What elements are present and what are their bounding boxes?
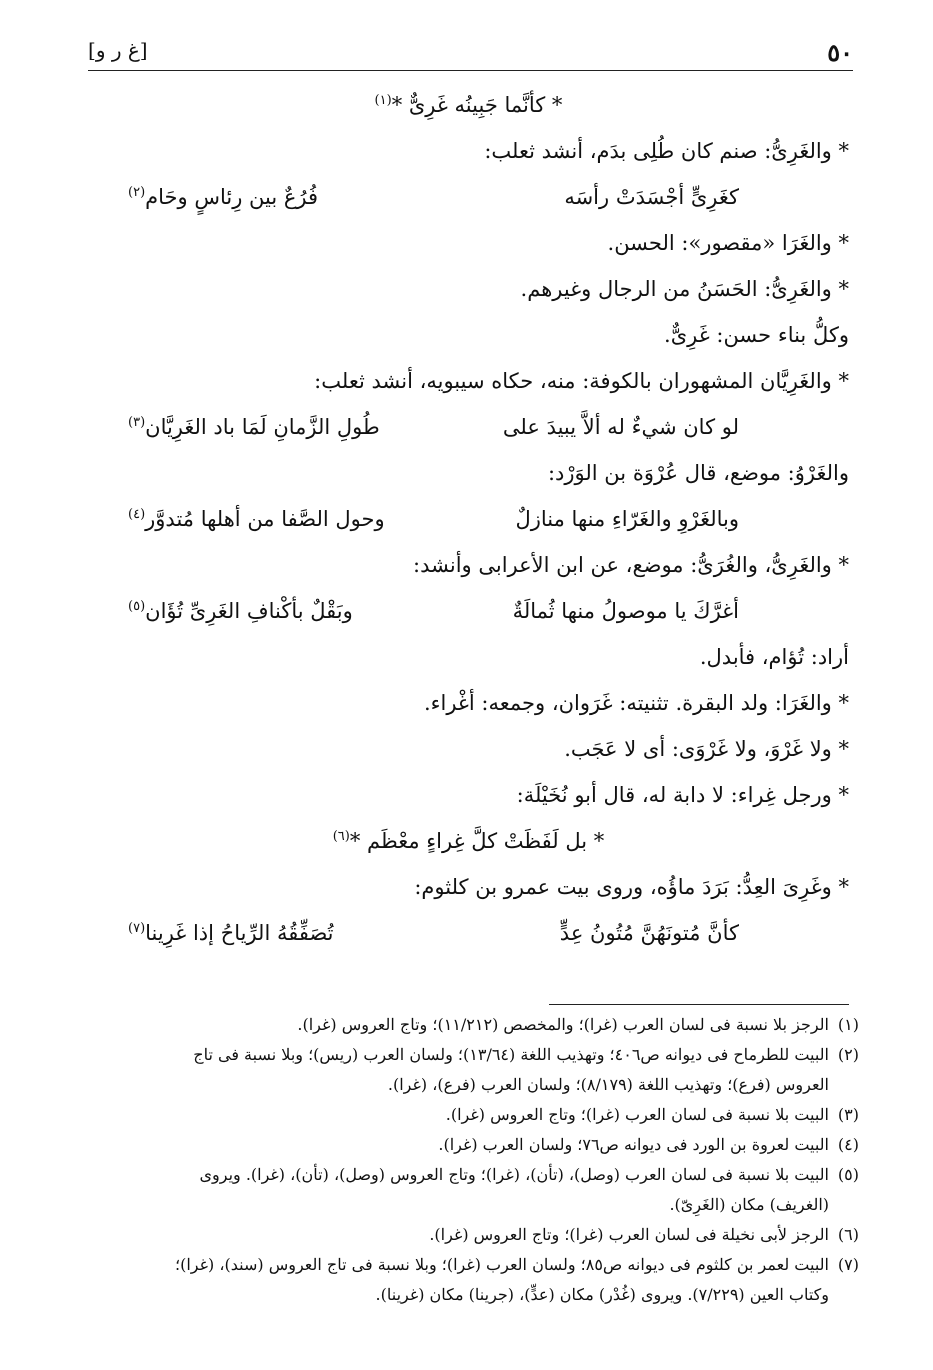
page-header — [88, 30, 853, 71]
footnotes — [84, 1010, 859, 1310]
verse-hemistich-second: فُرُعٌ بين رِئاسٍ وحَام$^{(٢)}$ — [128, 185, 319, 209]
text-line: * والغَرِيَّان المشهوران بالكوفة: منه، حكاه سيبويه، أنشد ثعلب: — [314, 369, 849, 393]
footnote: (١) الرجز بلا نسبة فى لسان العرب (غرا)؛ والمخصص (١١/٢١٢)؛ وتاج العروس (غرا). — [297, 1015, 859, 1034]
footnote-ref: (٥) — [128, 599, 146, 614]
verse-line — [88, 174, 849, 220]
footnote: (٦) الرجز لأبى نخيلة فى لسان العرب (غرا)؛ وتاج العروس (غرا). — [429, 1225, 859, 1244]
verse-hemistich-first: كغَرِىٍّ أجْسَدَتْ رأسَه — [564, 185, 739, 209]
footnote-ref: (١) — [374, 93, 392, 108]
text-line: * والغَرَا: ولد البقرة. تثنيته: غَرَوان، وجمعه: أغْراء. — [423, 691, 849, 715]
verse-hemistich-second: وحول الصَّفا من أهلها مُتدوَّر$^{(٤)}$ — [128, 507, 385, 531]
text-line: * ولا غَرْوَ، ولا غَرْوَى: أى لا عَجَب. — [564, 737, 849, 761]
text-line: * كأنَّما جَبِينُه غَرِىٌّ *$^{(١)}$ — [374, 93, 563, 117]
verse-hemistich-first: أغرَّكَ يا موصولُ منها ثُمالَةٌ — [512, 599, 739, 623]
footnote: (٥) البيت بلا نسبة فى لسان العرب (وصل)، (تأن)، (غرا)؛ وتاج العروس (وصل)، (تأن)، (غرا). ويروى (الغريف) مكان (الغَرِىّ). — [199, 1165, 859, 1214]
main-text — [88, 82, 849, 956]
verse-hemistich-first: لو كان شيءٌ له ألاَّ يبيدَ على — [502, 415, 739, 439]
text-line: * ورجل غِراء: لا دابة له، قال أبو نُخَيْلَة: — [516, 783, 849, 807]
verse-hemistich-second: وبَقْلٌ بأكْنافِ الغَرِىِّ تُؤَان$^{(٥)}$ — [128, 599, 353, 623]
footnote: (٤) البيت لعروة بن الورد فى ديوانه ص٧٦؛ ولسان العرب (غرا). — [438, 1135, 859, 1154]
verse-hemistich-second: تُصَفِّقُهُ الرِّياحُ إذا غَرِينا$^{(٧)}$ — [128, 921, 334, 945]
footnote-divider — [549, 1004, 849, 1005]
text-line: والغَرْوُ: موضع، قال عُرْوَة بن الوَرْد: — [547, 461, 849, 485]
text-line: وكلُّ بناء حسن: غَرِىٌّ. — [664, 323, 849, 347]
text-line: أراد: تُؤام، فأبدل. — [699, 645, 849, 669]
text-line: * والغَرِىُّ: الحَسَنُ من الرجال وغيرهم. — [520, 277, 849, 301]
page-number: ٥٠ — [827, 38, 853, 67]
verse-line — [88, 910, 849, 956]
verse-hemistich-second: طُولِ الزَّمانِ لَمَا باد الغَرِيَّان$^{(٣)}$ — [128, 415, 380, 439]
text-line: * بل لَفَظَتْ كلَّ غِراءٍ معْظَم *$^{(٦)}$ — [332, 829, 605, 853]
text-line: * والغَرَا «مقصور»: الحسن. — [607, 231, 849, 255]
text-line: * والغَرِىُّ، والغُرَىُّ: موضع، عن ابن الأعرابى وأنشد: — [413, 553, 849, 577]
footnote-ref: (٢) — [128, 185, 146, 200]
verse-line — [88, 404, 849, 450]
footnote: (٧) البيت لعمر بن كلثوم فى ديوانه ص٨٥؛ ولسان العرب (غرا)؛ وبلا نسبة فى تاج العروس (سند)، (غرا)؛ وكتاب العين (٧/٢٢٩). ويروى (غُدْر) مكان (عدٍّ)، (جرينا) مكان (غرينا). — [175, 1255, 859, 1304]
footnote: (٢) البيت للطرماح فى ديوانه ص٤٠٦؛ وتهذيب اللغة (١٣/٦٤)؛ ولسان العرب (ريس)؛ وبلا نسبة فى تاج العروس (فرع)؛ وتهذيب اللغة (٨/١٧٩)؛ ولسان العرب (فرع)، (غرا). — [193, 1045, 859, 1094]
verse-hemistich-first: وبالغَرْوِ والغَرّاءِ منها منازلٌ — [515, 507, 739, 531]
text-line: * والغَرِىُّ: صنم كان طُلِى بدَم، أنشد ثعلب: — [484, 139, 849, 163]
text-line: * وغَرِىَ العِدُّ: بَرَدَ ماؤُه، وروى بيت عمرو بن كلثوم: — [414, 875, 849, 899]
footnote-ref: (٦) — [332, 829, 350, 844]
root-label: [غ ر و] — [88, 38, 148, 62]
footnote-ref: (٤) — [128, 507, 146, 522]
footnote-ref: (٣) — [128, 415, 146, 430]
verse-line — [88, 588, 849, 634]
verse-hemistich-first: كأنَّ مُتونَهُنَّ مُتُونُ عِدٍّ — [559, 921, 739, 945]
verse-line — [88, 496, 849, 542]
footnote: (٣) البيت بلا نسبة فى لسان العرب (غرا)؛ وتاج العروس (غرا). — [445, 1105, 859, 1124]
footnote-ref: (٧) — [128, 921, 146, 936]
